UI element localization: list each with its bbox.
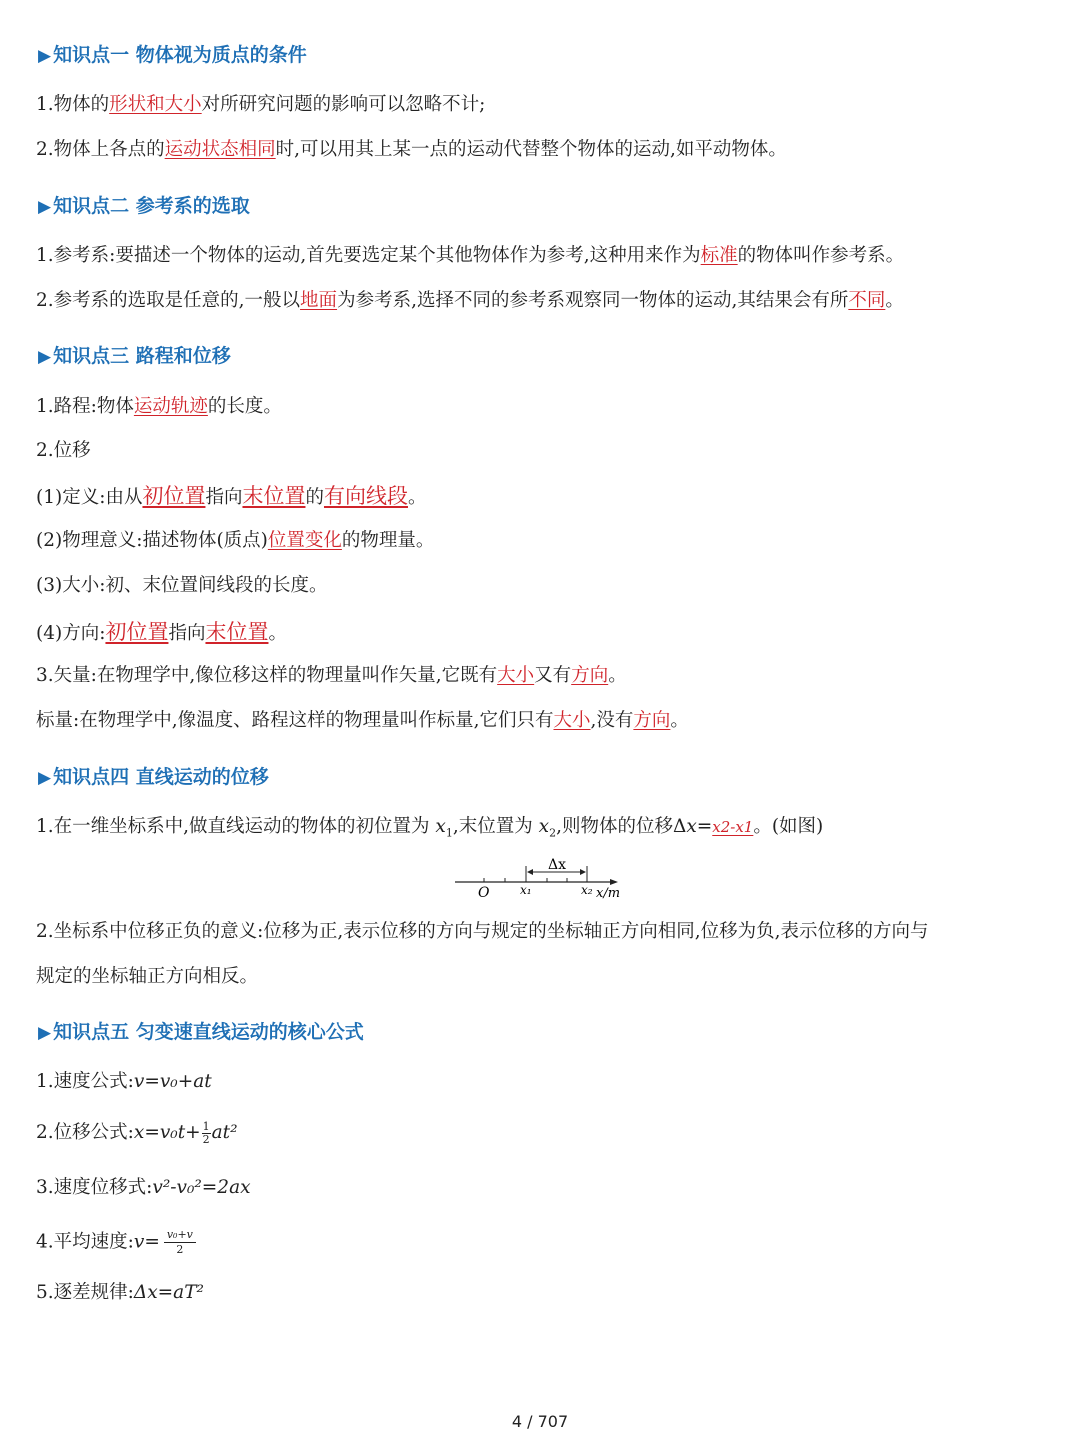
answer-blank: 运动状态相同	[164, 139, 276, 160]
answer-blank: 位置变化	[267, 530, 342, 551]
fraction: $\frac{\text{v₀+v}}{2}$	[164, 1228, 196, 1257]
s3-line-8: 标量:在物理学中,像温度、路程这样的物理量叫作标量,它们只有大小,没有方向。	[36, 710, 689, 731]
arrow-left-icon	[527, 869, 533, 875]
section-2-title: 知识点二 参考系的选取	[53, 195, 250, 217]
section-1-title: 知识点一 物体视为质点的条件	[53, 44, 307, 66]
s3-line-2: 2.位移	[36, 440, 91, 461]
section-2-heading	[38, 191, 250, 218]
answer-blank: 末位置	[205, 620, 269, 644]
number-line-figure	[450, 852, 640, 904]
formula-displacement: 2.位移公式:x=v₀t+ $\frac{1}{2}$ at²	[36, 1119, 238, 1146]
answer-blank: 标准	[700, 245, 738, 266]
origin-label: O	[478, 885, 490, 901]
s3-line-3: (1)定义:由从初位置指向末位置的有向线段。	[36, 484, 427, 508]
triangle-bullet-icon: ▶	[38, 46, 52, 66]
section-4-heading	[38, 762, 269, 789]
triangle-bullet-icon: ▶	[38, 347, 52, 367]
answer-blank: 末位置	[242, 484, 306, 508]
answer-blank: 形状和大小	[109, 94, 202, 115]
answer-blank: x2-x1	[712, 818, 754, 836]
s3-line-4: (2)物理意义:描述物体(质点)位置变化的物理量。	[36, 530, 435, 551]
s3-line-5: (3)大小:初、末位置间线段的长度。	[36, 575, 328, 596]
page-number: 4 / 707	[511, 1412, 569, 1431]
answer-blank: 地面	[300, 290, 338, 311]
triangle-bullet-icon: ▶	[38, 197, 52, 217]
answer-blank: 大小	[497, 665, 535, 686]
axis-unit-label: x/m	[596, 886, 621, 901]
section-3-heading	[38, 341, 231, 368]
answer-blank: 大小	[553, 710, 591, 731]
s3-line-1: 1.路程:物体运动轨迹的长度。	[36, 396, 282, 417]
x2-label: x₂	[581, 883, 593, 897]
answer-blank: 初位置	[105, 620, 169, 644]
section-1-heading	[38, 40, 307, 67]
section-3-title: 知识点三 路程和位移	[53, 345, 231, 367]
s2-line-2: 2.参考系的选取是任意的,一般以地面为参考系,选择不同的参考系观察同一物体的运动,其结果会有所不同。	[36, 290, 904, 311]
axis-arrow-icon	[610, 879, 618, 885]
s4-line-3: 规定的坐标轴正方向相反。	[36, 966, 259, 987]
formula-velocity-displacement: 3.速度位移式:v²-v₀²=2ax	[36, 1177, 251, 1198]
x1-label: x₁	[520, 883, 532, 897]
answer-blank: 运动轨迹	[133, 396, 208, 417]
answer-blank: 不同	[848, 290, 886, 311]
s4-line-2: 2.坐标系中位移正负的意义:位移为正,表示位移的方向与规定的坐标轴正方向相同,位移为负,表示位移的方向与	[36, 921, 929, 942]
fraction: $\frac{1}{2}$	[202, 1119, 210, 1146]
triangle-bullet-icon: ▶	[38, 768, 52, 788]
answer-blank: 初位置	[142, 484, 206, 508]
formula-average-velocity: 4.平均速度:v= $\frac{\text{v₀+v}}{2}$	[36, 1228, 196, 1257]
answer-blank: 有向线段	[323, 484, 408, 508]
s4-line-1: 1.在一维坐标系中,做直线运动的物体的初位置为 $x_1$,末位置为 $x_2$,则物体的位移Δx=x2-x1。(如图)	[36, 816, 824, 840]
s1-line-2: 2.物体上各点的运动状态相同时,可以用其上某一点的运动代替整个物体的运动,如平动物体。	[36, 139, 787, 160]
formula-successive-difference: 5.逐差规律:Δx=aT²	[36, 1282, 204, 1303]
section-5-heading	[38, 1017, 364, 1044]
triangle-bullet-icon: ▶	[38, 1023, 52, 1043]
s3-line-7: 3.矢量:在物理学中,像位移这样的物理量叫作矢量,它既有大小又有方向。	[36, 665, 627, 686]
section-5-title: 知识点五 匀变速直线运动的核心公式	[53, 1021, 364, 1043]
delta-x-label: Δx	[548, 857, 567, 873]
section-4-title: 知识点四 直线运动的位移	[53, 766, 269, 788]
s3-line-6: (4)方向:初位置指向末位置。	[36, 620, 287, 644]
s1-line-1: 1.物体的形状和大小对所研究问题的影响可以忽略不计;	[36, 94, 486, 115]
formula-velocity: 1.速度公式:v=v₀+at	[36, 1071, 212, 1092]
answer-blank: 方向	[571, 665, 609, 686]
answer-blank: 方向	[633, 710, 671, 731]
s2-line-1: 1.参考系:要描述一个物体的运动,首先要选定某个其他物体作为参考,这种用来作为标准的物体叫作参考系。	[36, 245, 905, 266]
arrow-right-icon	[580, 869, 586, 875]
